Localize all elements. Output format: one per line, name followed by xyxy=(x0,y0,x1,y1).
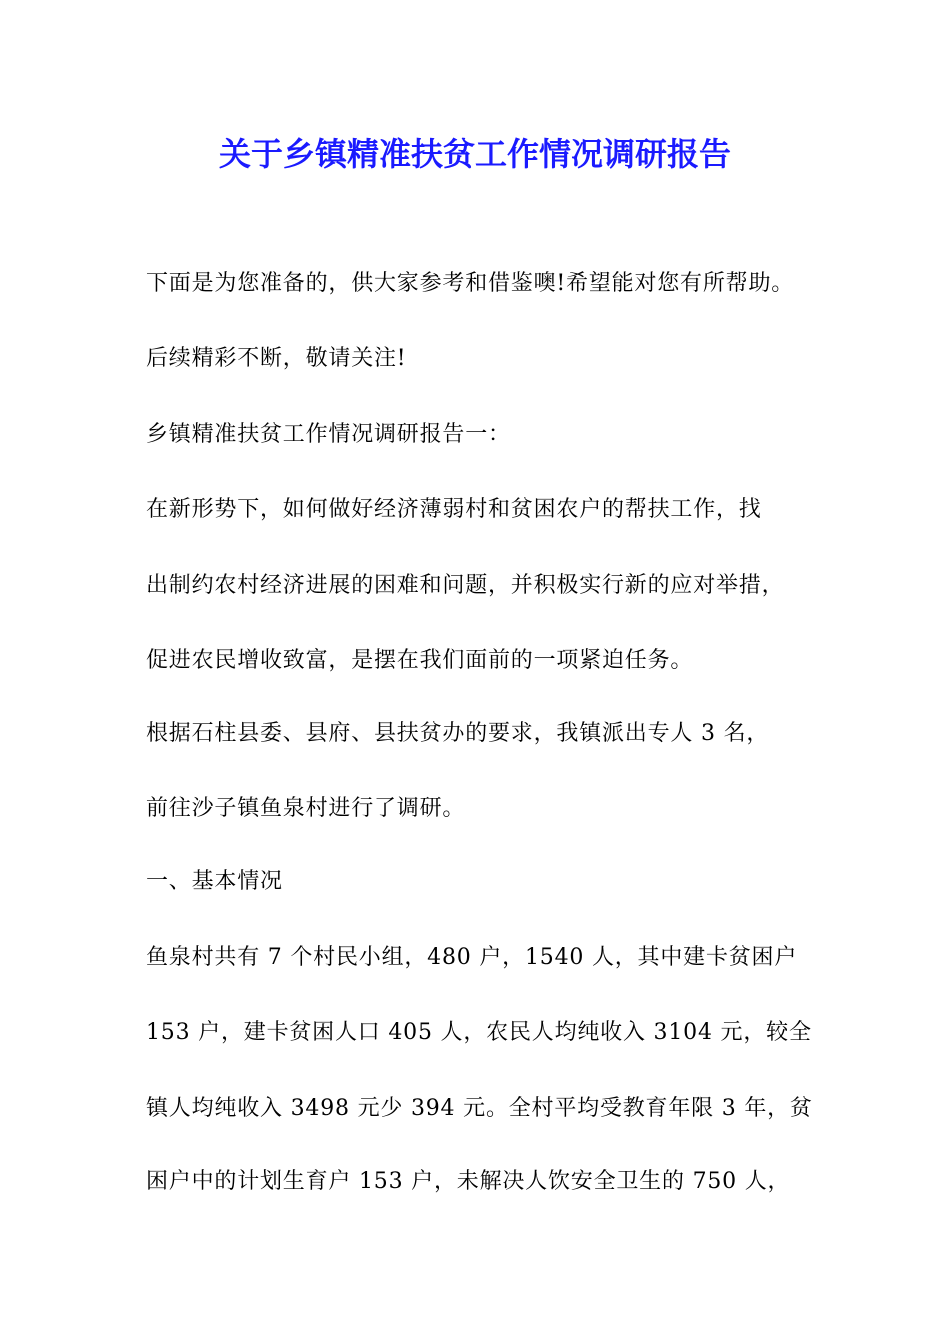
body-line-3: 乡镇精准扶贫工作情况调研报告一： xyxy=(146,422,511,447)
section-heading-1: 一、基本情况 xyxy=(146,869,283,894)
body-line-2: 后续精彩不断，敬请关注! xyxy=(146,346,407,371)
body-line-6: 促进农民增收致富，是摆在我们面前的一项紧迫任务。 xyxy=(146,648,694,673)
body-line-4: 在新形势下，如何做好经济薄弱村和贫困农户的帮扶工作，找 xyxy=(146,497,762,522)
body-line-1: 下面是为您准备的，供大家参考和借鉴噢!希望能对您有所帮助。 xyxy=(146,271,795,296)
body-line-9: 鱼泉村共有 7 个村民小组，480 户，1540 人，其中建卡贫困户 xyxy=(146,945,798,970)
body-line-11: 镇人均纯收入 3498 元少 394 元。全村平均受教育年限 3 年，贫 xyxy=(146,1096,813,1121)
document-title: 关于乡镇精准扶贫工作情况调研报告 xyxy=(218,135,731,173)
body-line-10: 153 户，建卡贫困人口 405 人，农民人均纯收入 3104 元，较全 xyxy=(146,1020,812,1045)
body-line-7: 根据石柱县委、县府、县扶贫办的要求，我镇派出专人 3 名， xyxy=(146,721,770,746)
body-line-12: 困户中的计划生育户 153 户，未解决人饮安全卫生的 750 人， xyxy=(146,1169,791,1194)
body-line-8: 前往沙子镇鱼泉村进行了调研。 xyxy=(146,796,466,821)
body-line-5: 出制约农村经济进展的困难和问题，并积极实行新的应对举措， xyxy=(146,573,785,598)
